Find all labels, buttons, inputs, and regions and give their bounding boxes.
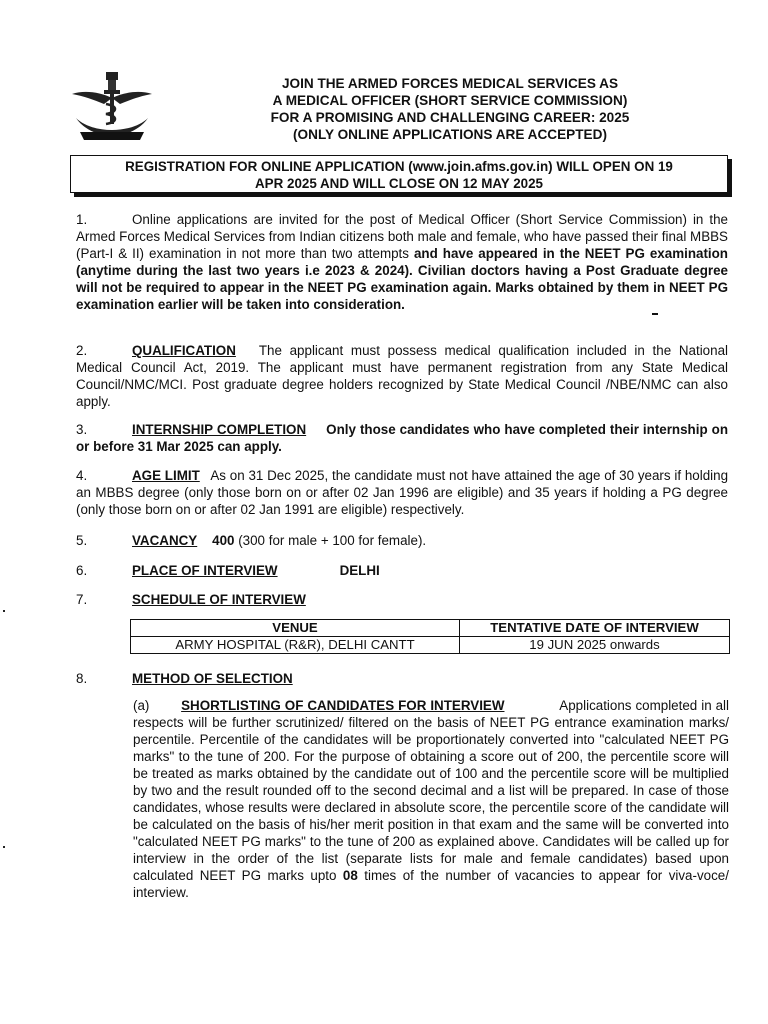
margin-mark: [3, 846, 5, 848]
title-line-1: JOIN THE ARMED FORCES MEDICAL SERVICES AS: [281, 76, 619, 91]
document-title: [190, 75, 710, 143]
table-header-row: [131, 620, 730, 637]
interview-schedule-table: [130, 619, 730, 654]
section-2-number: 2.: [76, 343, 88, 358]
section-8-heading: METHOD OF SELECTION: [132, 671, 293, 686]
section-7-number: 7.: [76, 592, 88, 607]
section-5-number: 5.: [76, 533, 88, 548]
section-8a-text: Applications completed in all respects will be further scrutinized/ filtered on the basis of NEET PG entrance examination marks/ percentile. Percentile of the candidates will be proportionately converted into "calculated NEET PG marks" to the tune of 200. For the purpose of obtaining a score out of 200, the percentile score will be treated as marks obtained by the candidate out of 100 and the percentile score will be multiplied by two and the result rounded off to the second decimal and a list will be prepared. In case of those candidates, whose results were declared in absolute score, the percentile score of the candidate will be calculated on the basis of his/her merit position in that exam and the same will be converted into "calculated NEET PG marks" to the tune of 200 as explained above. Candidates will be called up for interview in the order of the list (separate lists for male and female candidates) based upon calculated NEET PG marks upto: [133, 698, 730, 883]
section-1-number: 1.: [76, 212, 88, 227]
section-8a: [133, 697, 729, 901]
afms-emblem-icon: [70, 70, 154, 142]
section-1-text: Online applications are invited for the post of Medical Officer (Short Service Commission) in the Armed Forces Medical Services from Indian citizens both male and female, who have passed their final MBBS (Part-I & II) examination in not more than two attempts: [76, 212, 728, 261]
section-2-text: The applicant must possess medical qualification included in the National Medical Council Act, 2019. The applicant must have permanent registration from any State Medical Council/NMC/MCI. Post graduate degree holders recognized by State Medical Council /NBE/NMC can also apply.: [76, 343, 728, 409]
section-8a-multiplier: 08: [342, 868, 358, 883]
margin-mark: [3, 610, 5, 612]
registration-banner: [70, 155, 728, 193]
section-4: [76, 467, 728, 518]
section-4-text: As on 31 Dec 2025, the candidate must not have attained the age of 30 years if holding an MBBS degree (only those born on or after 02 Jan 1996 are eligible) and 35 years if holding a PG degree (only those born on or after 02 Jan 1991 are eligible) respectively.: [76, 468, 729, 517]
section-3-number: 3.: [76, 422, 88, 437]
section-8a-text-end: times of the number of vacancies to appear for viva-voce/ interview.: [133, 868, 729, 900]
table-header-venue: VENUE: [131, 620, 460, 637]
section-8: [76, 670, 293, 687]
table-cell-venue: ARMY HOSPITAL (R&R), DELHI CANTT: [131, 637, 460, 654]
section-1-bold-text: and have appeared in the NEET PG examination (anytime during the last two years i.e 2023 & 2024). Civilian doctors having a Post Graduate degree will not be required to appear in the NEET PG examination again. Marks obtained by them in NEET PG examination earlier will be taken into consideration.: [76, 246, 728, 312]
section-7-heading: SCHEDULE OF INTERVIEW: [132, 592, 306, 607]
section-8-number: 8.: [76, 671, 88, 686]
section-8a-label: (a): [133, 698, 150, 713]
vacancy-detail: (300 for male + 100 for female).: [238, 533, 427, 548]
section-5-heading: VACANCY: [132, 533, 198, 548]
section-6-number: 6.: [76, 563, 88, 578]
banner-line-1: REGISTRATION FOR ONLINE APPLICATION (www.join.afms.gov.in) WILL OPEN ON 19: [125, 159, 673, 174]
banner-line-2: APR 2025 AND WILL CLOSE ON 12 MAY 2025: [255, 176, 543, 191]
section-1: [76, 211, 728, 313]
section-8a-heading: SHORTLISTING OF CANDIDATES FOR INTERVIEW: [181, 698, 505, 713]
section-6: [76, 562, 380, 579]
stray-mark: [652, 313, 658, 315]
section-2-heading: QUALIFICATION: [132, 343, 236, 358]
vacancy-count: 400: [212, 533, 235, 548]
table-cell-date: 19 JUN 2025 onwards: [460, 637, 730, 654]
table-row: [131, 637, 730, 654]
title-line-3: FOR A PROMISING AND CHALLENGING CAREER: 2025: [270, 110, 630, 125]
section-2: [76, 342, 728, 410]
section-3-heading: INTERNSHIP COMPLETION: [132, 422, 307, 437]
table-header-date: TENTATIVE DATE OF INTERVIEW: [460, 620, 730, 637]
title-line-4: (ONLY ONLINE APPLICATIONS ARE ACCEPTED): [293, 127, 607, 142]
title-line-2: A MEDICAL OFFICER (SHORT SERVICE COMMISSION): [272, 93, 628, 108]
interview-place: DELHI: [339, 563, 380, 578]
section-7: [76, 591, 306, 608]
section-4-number: 4.: [76, 468, 88, 483]
section-5: [76, 532, 426, 549]
section-6-heading: PLACE OF INTERVIEW: [132, 563, 278, 578]
section-3: [76, 421, 728, 455]
section-3-text: Only those candidates who have completed their internship on or before 31 Mar 2025 can apply.: [76, 422, 729, 454]
section-4-heading: AGE LIMIT: [132, 468, 200, 483]
